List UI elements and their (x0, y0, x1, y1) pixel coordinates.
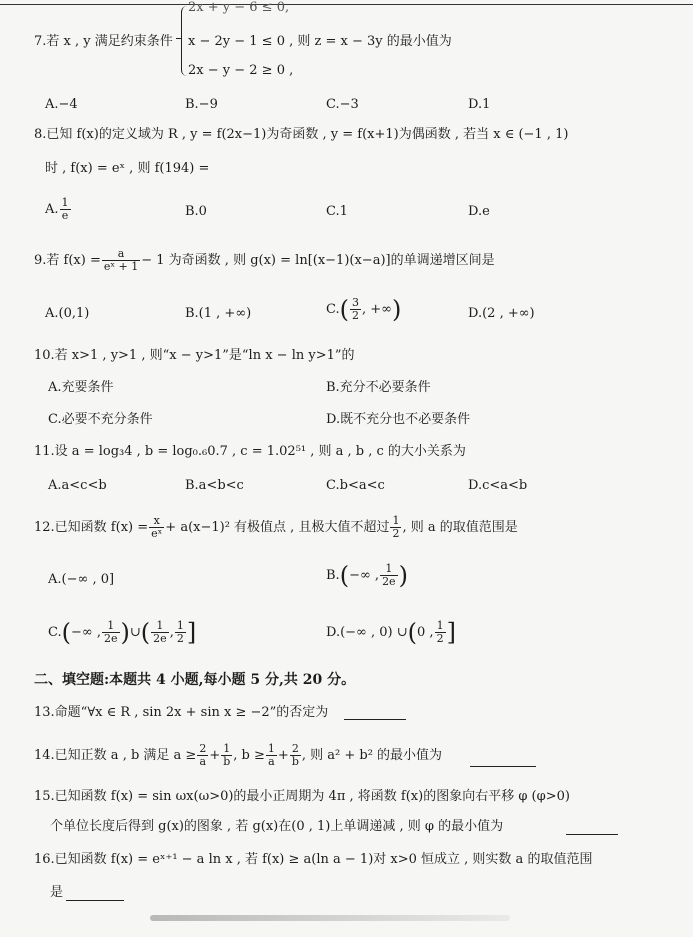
q12-option-b (326, 563, 408, 588)
q15-answer-blank (566, 834, 618, 835)
q12-option-c-rbracket: ] (186, 618, 197, 647)
q9-stem-suffix: − 1 为奇函数 , 则 g(x) = ln[(x−1)(x−a)]的单调递增区间是 (141, 253, 495, 268)
q12-stem-mid: + a(x−1)² 有极值点 , 且极大值不超过 (165, 520, 390, 535)
q14-answer-blank (470, 766, 536, 767)
q12-option-c-num1: 1 (102, 620, 120, 633)
q7-option-c: C.−3 (326, 97, 359, 112)
q12-option-c-rparen1: ) (120, 618, 130, 647)
q12-option-c-fraction1 (102, 620, 120, 645)
q7-system-line1: 2x + y − 6 ≤ 0, (188, 0, 290, 15)
q14-plus1: + (209, 748, 221, 763)
q16-line1: 16.已知函数 f(x) = eˣ⁺¹ − a ln x , 若 f(x) ≥ a(ln a − 1)对 x>0 恒成立 , 则实数 a 的取值范围 (34, 852, 593, 867)
q11-option-a: A.a<c<b (48, 478, 107, 493)
q12-option-c-den3: 2 (176, 632, 184, 645)
q12-option-c-num3: 1 (176, 619, 184, 632)
q12-option-c-fraction3 (175, 620, 186, 645)
q14-n3: 1 (267, 742, 275, 755)
q12-option-a: A.(−∞ , 0] (48, 572, 115, 587)
q12-option-b-fraction (380, 563, 398, 588)
q12-option-c-lparen2: ( (140, 618, 151, 647)
q9-option-c-num: 3 (352, 296, 359, 309)
q14-n2: 1 (221, 743, 232, 756)
q12-option-b-den: 2e (382, 575, 396, 588)
q8-option-a-den: e (61, 209, 69, 222)
q10-option-d: D.既不充分也不必要条件 (326, 412, 471, 427)
q12-option-c-den2: 2e (153, 632, 167, 645)
bottom-scan-smudge (150, 915, 510, 921)
q14-frac2 (221, 743, 232, 768)
q9-frac-num: a (102, 248, 140, 261)
q13-answer-blank (344, 719, 406, 720)
q12-option-c-label: C. (48, 625, 62, 640)
q7-brace-tip (176, 38, 182, 39)
q14-n4: 2 (290, 743, 301, 756)
q12-option-b-num: 1 (380, 563, 398, 576)
q9-option-c-tail: , +∞ (362, 302, 392, 317)
q14-d2: b (223, 755, 231, 768)
q7-stem: 7.若 x , y 满足约束条件 (34, 34, 173, 49)
q16-line2: 是 (50, 885, 64, 900)
q8-option-b: B.0 (185, 204, 207, 219)
q16-answer-blank (66, 900, 124, 901)
q10-stem: 10.若 x>1 , y>1 , 则“x − y>1”是“ln x − ln y>1”的 (34, 348, 355, 363)
q9-option-c (326, 297, 401, 322)
q12-option-c-lparen1: ( (61, 618, 71, 647)
q8-line1: 8.已知 f(x)的定义域为 R , y = f(2x−1)为奇函数 , y = f(x+1)为偶函数 , 若当 x ∈ (−1 , 1) (34, 127, 569, 142)
q12-option-c-union: ∪ (129, 625, 141, 640)
q10-option-b: B.充分不必要条件 (326, 380, 431, 395)
q12-frac-num: x (149, 515, 164, 528)
q9-option-c-lparen: ( (339, 295, 349, 324)
q11-option-c: C.b<a<c (326, 478, 385, 493)
q12-frac-den: eˣ (151, 527, 163, 540)
q12-option-d-inner: 0 , (417, 625, 434, 640)
q12-option-b-lparen: ( (339, 561, 350, 590)
q9-frac-den: eˣ + 1 (103, 260, 139, 273)
q15-line1: 15.已知函数 f(x) = sin ωx(ω>0)的最小正周期为 4π , 将函数 f(x)的图象向右平移 φ (φ>0) (34, 789, 570, 804)
q8-option-a (45, 197, 72, 222)
q14-n1: 2 (199, 742, 207, 755)
q8-option-a-num: 1 (61, 196, 69, 209)
q12-option-c-comma: , (169, 625, 174, 640)
q12-half-num: 1 (392, 514, 400, 527)
q7-brace (181, 6, 188, 76)
q12-stem-suffix: , 则 a 的取值范围是 (402, 520, 518, 535)
q12-option-d-den: 2 (436, 632, 444, 645)
q12-half-den: 2 (392, 527, 400, 540)
q7-option-d: D.1 (468, 97, 491, 112)
q12-half-fraction (390, 515, 401, 540)
q12-option-d-lparen: ( (407, 618, 418, 647)
q14-d3: a (268, 755, 275, 768)
q12-option-d-num: 1 (436, 619, 444, 632)
q14-suffix: , 则 a² + b² 的最小值为 (301, 748, 443, 763)
q12-fraction (149, 515, 164, 540)
top-rule (0, 4, 693, 5)
q14-d1: a (199, 755, 207, 768)
q12-option-b-rparen: ) (398, 561, 408, 590)
q12-option-c-inner1: −∞ , (71, 625, 101, 640)
q9-stem (34, 248, 495, 273)
q12-option-b-inner: −∞ , (349, 568, 380, 583)
q10-option-a: A.充要条件 (48, 380, 114, 395)
q12-stem (34, 515, 518, 540)
q9-option-c-rparen: ) (392, 295, 402, 324)
q12-option-d-label: D.(−∞ , 0) ∪ (326, 625, 408, 640)
q13-stem: 13.命题“∀x ∈ R , sin 2x + sin x ≥ −2”的否定为 (34, 705, 329, 720)
q14-d4: b (291, 755, 299, 768)
q7-option-a: A.−4 (45, 97, 78, 112)
q9-option-c-label: C. (326, 302, 340, 317)
q10-option-c: C.必要不充分条件 (48, 412, 153, 427)
q9-option-a: A.(0,1) (45, 306, 90, 321)
q12-option-c (48, 620, 196, 645)
q11-option-b: B.a<b<c (185, 478, 244, 493)
q8-option-c: C.1 (326, 204, 348, 219)
q12-option-c-den1: 2e (104, 632, 118, 645)
q12-option-c-fraction2 (151, 620, 169, 645)
q14-frac4 (290, 743, 301, 768)
q9-stem-prefix: 9.若 f(x) = (34, 253, 101, 268)
q11-stem: 11.设 a = log₃4 , b = log₀.₆0.7 , c = 1.02⁵¹ , 则 a , b , c 的大小关系为 (34, 444, 466, 459)
q8-option-d: D.e (468, 204, 490, 219)
q9-option-c-den: 2 (352, 309, 359, 322)
q14-plus2: + (277, 748, 289, 763)
q12-option-d (326, 620, 456, 645)
q8-line2: 时 , f(x) = eˣ , 则 f(194) = (45, 161, 210, 176)
q14-frac1 (197, 743, 208, 768)
q15-line2: 个单位长度后得到 g(x)的图象 , 若 g(x)在(0 , 1)上单调递减 , 则 φ 的最小值为 (50, 819, 504, 834)
q14-prefix: 14.已知正数 a , b 满足 a ≥ (34, 748, 197, 763)
q9-option-b: B.(1 , +∞) (185, 306, 252, 321)
q7-option-b: B.−9 (185, 97, 218, 112)
q12-option-b-label: B. (326, 568, 340, 583)
q8-option-a-label: A. (45, 202, 59, 217)
q12-option-c-num2: 1 (151, 620, 169, 633)
q12-option-d-rbracket: ] (446, 618, 456, 647)
q9-option-c-fraction (350, 297, 361, 322)
q8-option-a-fraction (60, 197, 71, 222)
q14-frac3 (266, 743, 277, 768)
q12-option-d-fraction (435, 620, 446, 645)
q7-system-line3: 2x − y − 2 ≥ 0 , (188, 63, 294, 78)
q9-fraction (102, 248, 140, 273)
q12-stem-prefix: 12.已知函数 f(x) = (34, 520, 149, 535)
section-2-title: 二、填空题:本题共 4 小题,每小题 5 分,共 20 分。 (34, 672, 356, 688)
q9-option-d: D.(2 , +∞) (468, 306, 535, 321)
q7-system-line2: x − 2y − 1 ≤ 0 , 则 z = x − 3y 的最小值为 (188, 34, 452, 49)
q11-option-d: D.c<a<b (468, 478, 528, 493)
q14-mid: , b ≥ (233, 748, 265, 763)
q14-stem (34, 743, 442, 768)
